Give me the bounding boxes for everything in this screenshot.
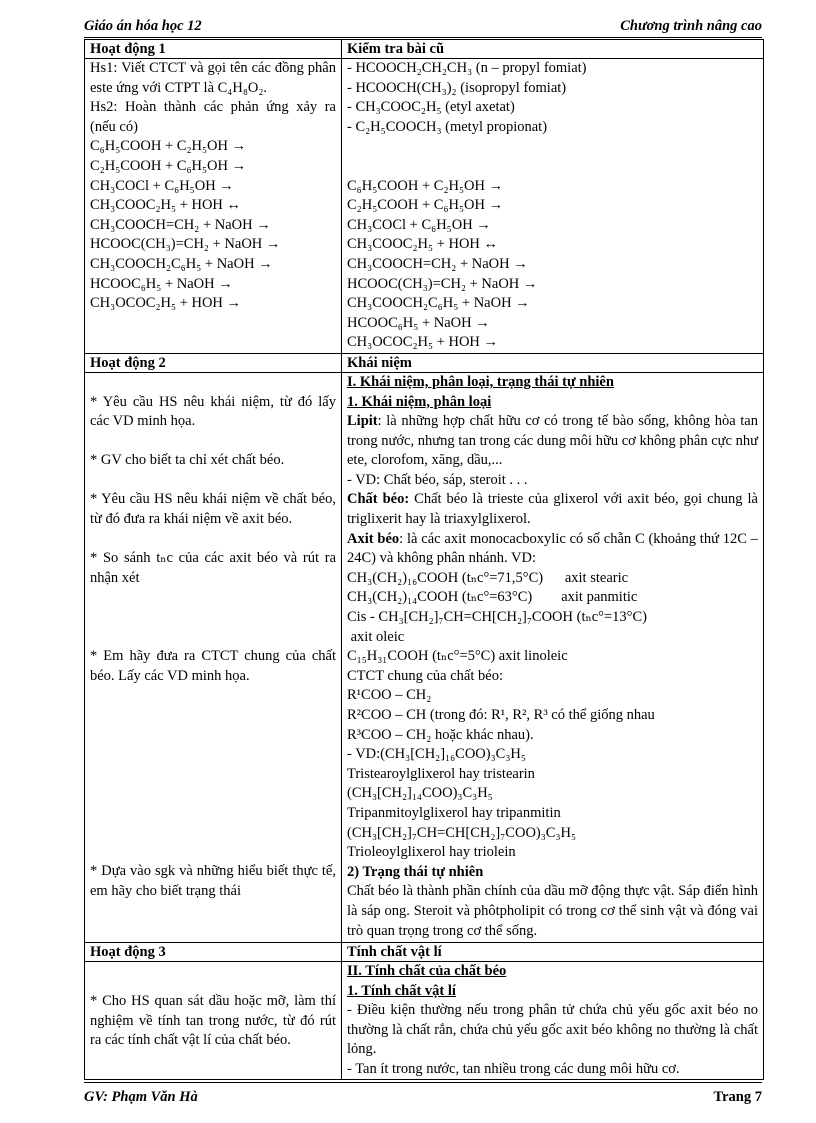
example-line: (CH₃[CH₂]₇CH=CH[CH₂]₇COO)₃C₃H₅: [347, 824, 577, 841]
content-cell: [342, 961, 764, 1080]
example-line: - VD:(CH₃[CH₂]₁₆COO)₃C₃H₅: [347, 746, 526, 763]
subsection-heading: 2) Trạng thái tự nhiên: [347, 863, 484, 880]
activity-cell: [85, 59, 342, 354]
section-header-row: [85, 40, 764, 59]
acid-line: Cis - CH₃[CH₂]₇CH=CH[CH₂]₇COOH (tₙc°=13°C): [347, 609, 647, 626]
fatty-acid-definition: [347, 530, 758, 569]
definition-text: : là các axit monocacboxylic có số chẵn C (khoảng thứ 12C – 24C) và không phân nhánh. VD:: [347, 530, 758, 567]
content-title: Tính chất vật lí: [342, 942, 764, 961]
footer-author: GV: Phạm Văn Hà: [84, 1089, 198, 1105]
activity-title: Hoạt động 2: [85, 353, 342, 372]
activity-title: Hoạt động 1: [85, 40, 342, 59]
formula-line: R²COO – CH (trong đó: R¹, R², R³ có thể giống nhau: [347, 707, 655, 723]
example-line: - VD: Chất béo, sáp, steroit . . .: [347, 471, 528, 488]
task-text: * GV cho biết ta chỉ xét chất béo.: [90, 452, 285, 469]
term: Lipit: [347, 413, 378, 430]
subsection-heading: 1. Tính chất vật lí: [347, 982, 456, 999]
task-text: * Dựa vào sgk và những hiểu biết thực tế, em hãy cho biết trạng thái: [90, 863, 336, 899]
activity-cell: [85, 372, 342, 942]
activity-title: Hoạt động 3: [85, 942, 342, 961]
reaction-line: HCOOC(CH₃)=CH₂ + NaOH →: [90, 236, 281, 253]
reaction-line: CH₃COCl + C₆H₅OH →: [90, 177, 234, 194]
task-text: Hs2: Hoàn thành các phản ứng xảy ra (nếu có): [90, 99, 336, 135]
isomer-line: - HCOOCH₂CH₂CH₃ (n – propyl fomiat): [347, 60, 587, 76]
example-line: Tristearoylglixerol hay tristearin: [347, 765, 535, 782]
example-line: Tripanmitoylglixerol hay tripanmitin: [347, 804, 561, 821]
reaction-line: C₂H₅COOH + C₆H₅OH →: [347, 197, 504, 214]
reaction-line: HCOOC₆H₅ + NaOH →: [90, 275, 233, 292]
reaction-line: CH₃COOC₂H₅ + HOH ↔: [347, 236, 499, 253]
content-title: Khái niệm: [342, 353, 764, 372]
lipit-definition: [347, 412, 758, 471]
section-header-row: [85, 353, 764, 372]
property-text: - Điều kiện thường nếu trong phân tử chứa chủ yếu gốc axit béo no thường là chất rắn, chứa chủ yếu gốc axit béo không no thường là chất lỏng.: [347, 1002, 758, 1058]
task-text: * So sánh tₙc của các axit béo và rút ra nhận xét: [90, 550, 336, 586]
isomer-line: - C₂H₅COOCH₃ (metyl propionat): [347, 118, 548, 135]
task-text: Hs1: Viết CTCT và gọi tên các đồng phân este ứng với CTPT là C₄H₈O₂.: [90, 60, 336, 96]
page-number: Trang 7: [713, 1089, 762, 1105]
property-text: - Tan ít trong nước, tan nhiều trong các dung môi hữu cơ.: [347, 1060, 680, 1077]
reaction-line: HCOOC₆H₅ + NaOH →: [347, 314, 490, 331]
reaction-line: CH₃COOCH=CH₂ + NaOH →: [347, 255, 528, 272]
header-right: Chương trình nâng cao: [620, 18, 762, 34]
task-text: * Cho HS quan sát dầu hoặc mỡ, làm thí nghiệm về tính tan trong nước, từ đó rút ra các tính chất vật lí của chất béo.: [90, 992, 336, 1049]
reaction-line: CH₃COOCH₂C₆H₅ + NaOH →: [90, 255, 273, 272]
header-left: Giáo án hóa học 12: [84, 18, 202, 34]
example-line: Trioleoylglixerol hay triolein: [347, 844, 516, 861]
isomer-line: - HCOOCH(CH₃)₂ (isopropyl fomiat): [347, 79, 567, 96]
natural-state-text: Chất béo là thành phần chính của dầu mỡ động thực vật. Sáp điển hình là sáp ong. Steroit và phôtpholipit có trong cơ thể sinh vật và đóng vai trò quan trọng trong cơ thể sống.: [347, 883, 758, 939]
acid-line: axit oleic: [347, 628, 405, 645]
page-header: [84, 18, 762, 38]
reaction-line: C₂H₅COOH + C₆H₅OH →: [90, 157, 247, 174]
ctct-intro: CTCT chung của chất béo:: [347, 667, 503, 684]
definition-text: : là những hợp chất hữu cơ có trong tế bào sống, không hòa tan trong nước, nhưng tan trong các dung môi hữu cơ không phân cực như ete, clorofom, xăng, dầu,...: [347, 413, 758, 469]
term: Axit béo: [347, 530, 400, 547]
reaction-line: HCOOC(CH₃)=CH₂ + NaOH →: [347, 275, 538, 292]
reaction-line: CH₃COOC₂H₅ + HOH ↔: [90, 197, 242, 214]
activity-cell: [85, 961, 342, 1080]
content-title: Kiểm tra bài cũ: [342, 40, 764, 59]
reaction-line: CH₃COCl + C₆H₅OH →: [347, 216, 491, 233]
reaction-line: CH₃OCOC₂H₅ + HOH →: [90, 295, 242, 312]
reaction-line: C₆H₅COOH + C₂H₅OH →: [347, 177, 504, 194]
reaction-line: CH₃OCOC₂H₅ + HOH →: [347, 334, 499, 351]
formula-line: R³COO – CH₂ hoặc khác nhau).: [347, 726, 534, 743]
acid-line: CH₃(CH₂)₁₄COOH (tₙc°=63°C) axit panmitic: [347, 589, 638, 606]
page-footer: [84, 1089, 762, 1109]
lesson-table: [84, 39, 764, 1080]
acid-line: CH₃(CH₂)₁₆COOH (tₙc°=71,5°C) axit stearic: [347, 569, 629, 586]
section-body-row: [85, 59, 764, 354]
fat-definition: [347, 490, 758, 529]
task-text: * Em hãy đưa ra CTCT chung của chất béo. Lấy các VD minh họa.: [90, 648, 336, 684]
section-body-row: [85, 961, 764, 1080]
task-text: * Yêu cầu HS nêu khái niệm về chất béo, từ đó đưa ra khái niệm về axit béo.: [90, 491, 336, 528]
section-heading: II. Tính chất của chất béo: [347, 962, 507, 979]
reaction-line: CH₃COOCH₂C₆H₅ + NaOH →: [347, 295, 530, 312]
subsection-heading: 1. Khái niệm, phân loại: [347, 393, 492, 410]
isomer-line: - CH₃COOC₂H₅ (etyl axetat): [347, 99, 515, 116]
section-heading: I. Khái niệm, phân loại, trạng thái tự nhiên: [347, 373, 614, 390]
footer-rule: [84, 1082, 762, 1083]
section-body-row: [85, 372, 764, 942]
term: Chất béo:: [347, 491, 410, 508]
formula-line: R¹COO – CH₂: [347, 687, 432, 704]
example-line: (CH₃[CH₂]₁₄COO)₃C₃H₅: [347, 785, 493, 802]
header-rule: [84, 37, 762, 38]
acid-line: C₁₅H₃₁COOH (tₙc°=5°C) axit linoleic: [347, 648, 568, 665]
reaction-line: C₆H₅COOH + C₂H₅OH →: [90, 138, 247, 155]
definition-text: Chất béo là trieste của glixerol với axit béo, gọi chung là triglixerit hay là triaxylglixerol.: [347, 491, 758, 528]
task-text: * Yêu cầu HS nêu khái niệm, từ đó lấy các VD minh họa.: [90, 393, 336, 430]
content-cell: [342, 59, 764, 354]
content-cell: [342, 372, 764, 942]
section-header-row: [85, 942, 764, 961]
reaction-line: CH₃COOCH=CH₂ + NaOH →: [90, 216, 271, 233]
